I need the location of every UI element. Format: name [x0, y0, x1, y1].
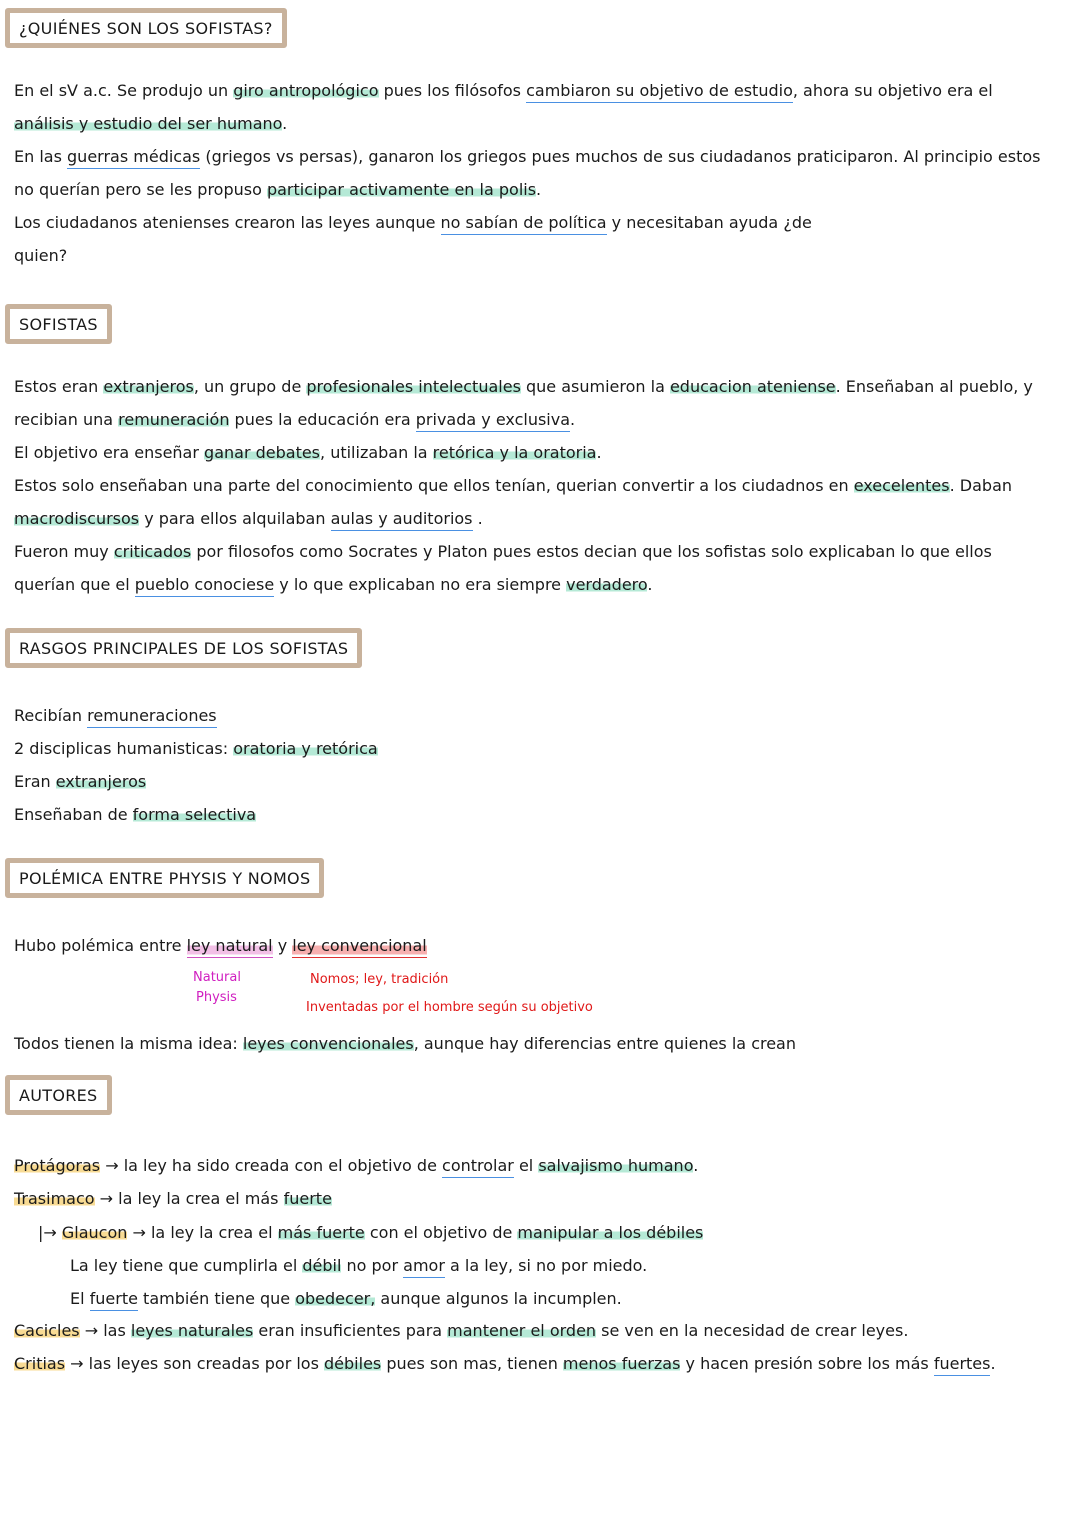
- section-heading-autores: AUTORES: [5, 1075, 112, 1115]
- text-line: 2 disciplicas humanisticas: oratoria y retórica: [14, 739, 378, 758]
- text-line: Eran extranjeros: [14, 772, 147, 791]
- text-line: Estos eran extranjeros, un grupo de profesionales intelectuales que asumieron la educacion ateniense. Enseñaban al pueblo, y: [14, 377, 1033, 396]
- text-line: Trasimaco → la ley la crea el más fuerte: [14, 1189, 332, 1208]
- text-line: querían que el pueblo conociese y lo que explicaban no era siempre verdadero.: [14, 574, 653, 596]
- section-heading-sofistas: SOFISTAS: [5, 304, 112, 344]
- text-line: Recibían remuneraciones: [14, 705, 217, 727]
- text-line: quien?: [14, 246, 68, 265]
- text-line: El fuerte también tiene que obedecer, aunque algunos la incumplen.: [70, 1288, 622, 1310]
- text-line: |→ Glaucon → la ley la crea el más fuerte con el objetivo de manipular a los débiles: [38, 1223, 704, 1242]
- section-heading-polemica: POLÉMICA ENTRE PHYSIS Y NOMOS: [5, 858, 324, 898]
- note-inventadas: Inventadas por el hombre según su objetivo: [306, 1000, 593, 1015]
- text-line: macrodiscursos y para ellos alquilaban aulas y auditorios .: [14, 508, 483, 530]
- text-line: Hubo polémica entre ley natural y ley convencional: [14, 935, 427, 957]
- text-line: Los ciudadanos atenienses crearon las leyes aunque no sabían de política y necesitaban ayuda ¿de: [14, 212, 812, 234]
- text-line: El objetivo era enseñar ganar debates, utilizaban la retórica y la oratoria.: [14, 443, 602, 462]
- text-line: Todos tienen la misma idea: leyes convencionales, aunque hay diferencias entre quienes la crean: [14, 1034, 796, 1053]
- section-heading-quienes: ¿QUIÉNES SON LOS SOFISTAS?: [5, 8, 287, 48]
- note-natural: Natural: [193, 970, 241, 985]
- text-line: Enseñaban de forma selectiva: [14, 805, 257, 824]
- text-line: Cacicles → las leyes naturales eran insuficientes para mantener el orden se ven en la necesidad de crear leyes.: [14, 1321, 909, 1340]
- note-physis: Physis: [196, 990, 237, 1005]
- text-line: Critias → las leyes son creadas por los débiles pues son mas, tienen menos fuerzas y hacen presión sobre los más fuertes.: [14, 1353, 996, 1375]
- text-line: En el sV a.c. Se produjo un giro antropológico pues los filósofos cambiaron su objetivo de estudio, ahora su objetivo era el: [14, 80, 993, 102]
- text-line: Protágoras → la ley ha sido creada con el objetivo de controlar el salvajismo humano.: [14, 1155, 698, 1177]
- text-line: análisis y estudio del ser humano.: [14, 114, 288, 133]
- text-line: Estos solo enseñaban una parte del conocimiento que ellos tenían, querian convertir a los ciudadnos en execelentes. Daban: [14, 476, 1013, 495]
- section-heading-rasgos: RASGOS PRINCIPALES DE LOS SOFISTAS: [5, 628, 362, 668]
- text-line: recibian una remuneración pues la educación era privada y exclusiva.: [14, 409, 575, 431]
- text-line: En las guerras médicas (griegos vs persas), ganaron los griegos pues muchos de sus ciudadanos praticiparon. Al principio estos: [14, 146, 1040, 168]
- text-line: no querían pero se les propuso participar activamente en la polis.: [14, 180, 542, 199]
- text-line: Fueron muy criticados por filosofos como Socrates y Platon pues estos decian que los sofistas solo explicaban lo que ellos: [14, 542, 992, 561]
- text-line: La ley tiene que cumplirla el débil no por amor a la ley, si no por miedo.: [70, 1255, 647, 1277]
- note-nomos: Nomos; ley, tradición: [310, 972, 449, 987]
